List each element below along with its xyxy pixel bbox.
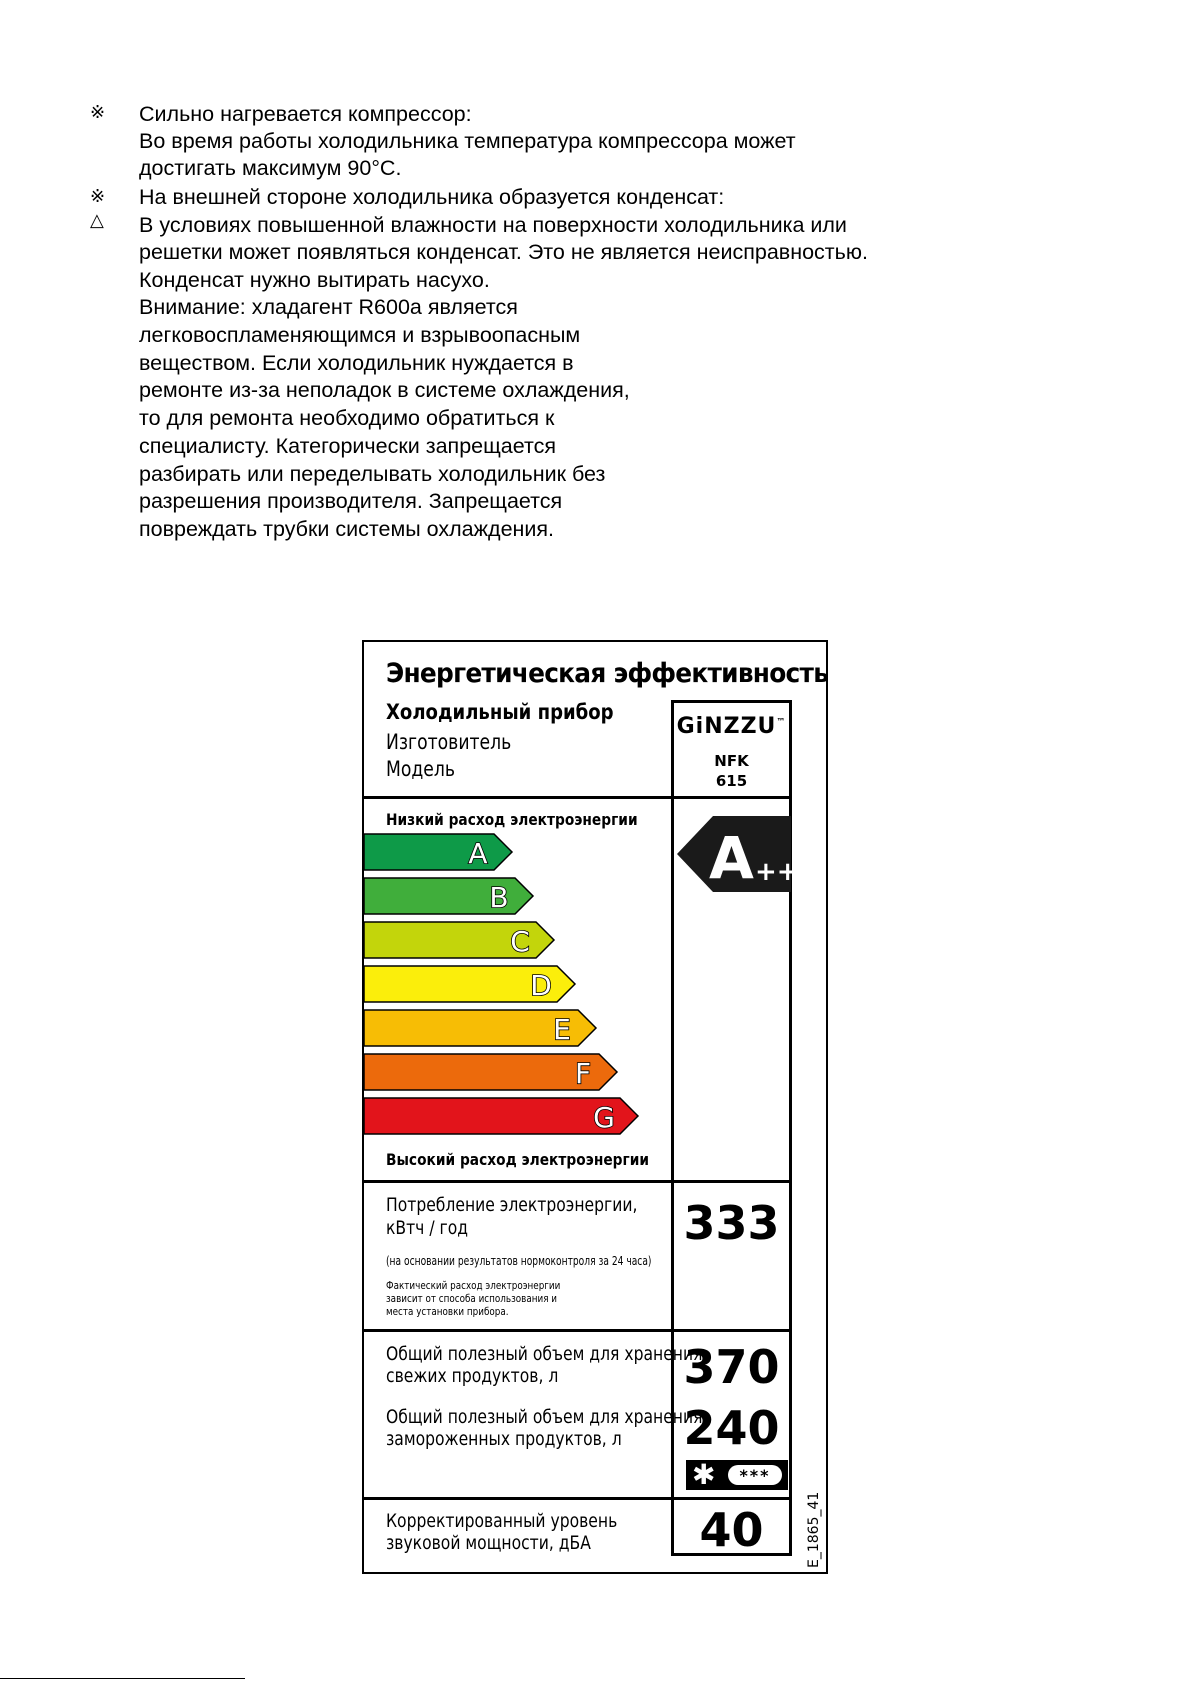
- noise-label-2: звуковой мощности, дБА: [386, 1532, 591, 1554]
- brand-name: GiNZZU: [676, 714, 777, 739]
- energy-class-letter-b: B: [489, 881, 509, 914]
- energy-class-scale: [364, 642, 674, 1182]
- fresh-value-box: [674, 1342, 789, 1398]
- energy-class-letter-g: G: [593, 1101, 615, 1134]
- note-bullet: △: [90, 210, 104, 231]
- note-line: Внимание: хладагент R600a является: [139, 295, 518, 319]
- note-line: Во время работы холодильника температура компрессора может: [139, 129, 796, 153]
- energy-class-letter-d: D: [530, 969, 552, 1002]
- consumption-label-1: Потребление электроэнергии,: [386, 1194, 638, 1216]
- energy-class-letter-e: E: [553, 1013, 571, 1046]
- label-title: Энергетическая эффективность: [386, 658, 829, 689]
- label-code: E_1865_41: [806, 1491, 822, 1568]
- rating-arrow: [677, 816, 799, 894]
- consumption-value: 333: [683, 1196, 780, 1250]
- energy-label: [362, 640, 828, 1574]
- note-line: ремонте из-за неполадок в системе охлаждения,: [139, 378, 630, 402]
- frozen-volume-label-1: Общий полезный объем для хранения: [386, 1406, 703, 1428]
- frozen-volume-value: 240: [683, 1401, 780, 1455]
- note-line: веществом. Если холодильник нуждается в: [139, 351, 574, 375]
- low-consumption-label: Низкий расход электроэнергии: [386, 810, 638, 829]
- brand-tm: ™: [776, 717, 787, 728]
- note-bullet: ※: [90, 102, 106, 123]
- energy-class-bar-a: [364, 834, 512, 870]
- noise-value: 40: [699, 1503, 764, 1557]
- note-line: повреждать трубки системы охлаждения.: [139, 517, 555, 541]
- note-line: В условиях повышенной влажности на поверхности холодильника или: [139, 213, 847, 237]
- separator-4: [364, 1497, 792, 1500]
- device-type: Холодильный прибор: [386, 700, 614, 724]
- fresh-volume-label-2: свежих продуктов, л: [386, 1365, 559, 1387]
- consumption-note: (на основании результатов нормоконтроля за 24 часа): [386, 1254, 652, 1268]
- note-line: Сильно нагревается компрессор:: [139, 102, 472, 126]
- note-line: На внешней стороне холодильника образуется конденсат:: [139, 185, 725, 209]
- brand-logo: [674, 714, 789, 739]
- footer-rule: [0, 1678, 245, 1679]
- note-line: легковоспламеняющимся и взрывоопасным: [139, 323, 581, 347]
- freezer-stars: ***: [728, 1465, 782, 1485]
- consumption-label-2: кВтч / год: [386, 1217, 469, 1239]
- fresh-volume-label-1: Общий полезный объем для хранения: [386, 1343, 703, 1365]
- model-number: 615: [715, 772, 748, 790]
- note-line: Конденсат нужно вытирать насухо.: [139, 268, 490, 292]
- separator-3: [364, 1329, 792, 1332]
- fresh-volume-value: 370: [683, 1340, 780, 1394]
- model-label: Модель: [386, 757, 456, 781]
- note-line: достигать максимум 90°C.: [139, 156, 402, 180]
- actual-note-2: зависит от способа использования и: [386, 1292, 558, 1305]
- note-bullet: ※: [90, 186, 106, 207]
- snowflake-icon: ✱: [692, 1458, 716, 1491]
- noise-label-1: Корректированный уровень: [386, 1510, 618, 1532]
- high-consumption-label: Высокий расход электроэнергии: [386, 1150, 649, 1169]
- rating-suffix: ++: [755, 857, 799, 887]
- energy-class-letter-c: C: [510, 925, 530, 958]
- actual-note-1: Фактический расход электроэнергии: [386, 1279, 561, 1292]
- brand-box: [674, 712, 789, 792]
- right-column-top-border: [671, 700, 792, 703]
- note-line: специалисту. Категорически запрещается: [139, 434, 556, 458]
- note-line: разбирать или переделывать холодильник без: [139, 462, 606, 486]
- manufacturer-label: Изготовитель: [386, 730, 512, 754]
- model-name: NFK: [714, 752, 749, 770]
- noise-value-box: [674, 1505, 789, 1555]
- note-line: разрешения производителя. Запрещается: [139, 489, 563, 513]
- frozen-volume-label-2: замороженных продуктов, л: [386, 1428, 622, 1450]
- energy-class-letter-a: A: [468, 837, 488, 870]
- energy-class-letter-f: F: [574, 1057, 592, 1090]
- note-line: решетки может появляться конденсат. Это не является неисправностью.: [139, 240, 868, 264]
- actual-note-3: места установки прибора.: [386, 1305, 509, 1318]
- consumption-value-box: [674, 1198, 789, 1254]
- note-line: то для ремонта необходимо обратиться к: [139, 406, 555, 430]
- rating-letter: A: [709, 824, 754, 892]
- frozen-value-box: [674, 1403, 789, 1459]
- freezer-rating-badge: [686, 1460, 788, 1490]
